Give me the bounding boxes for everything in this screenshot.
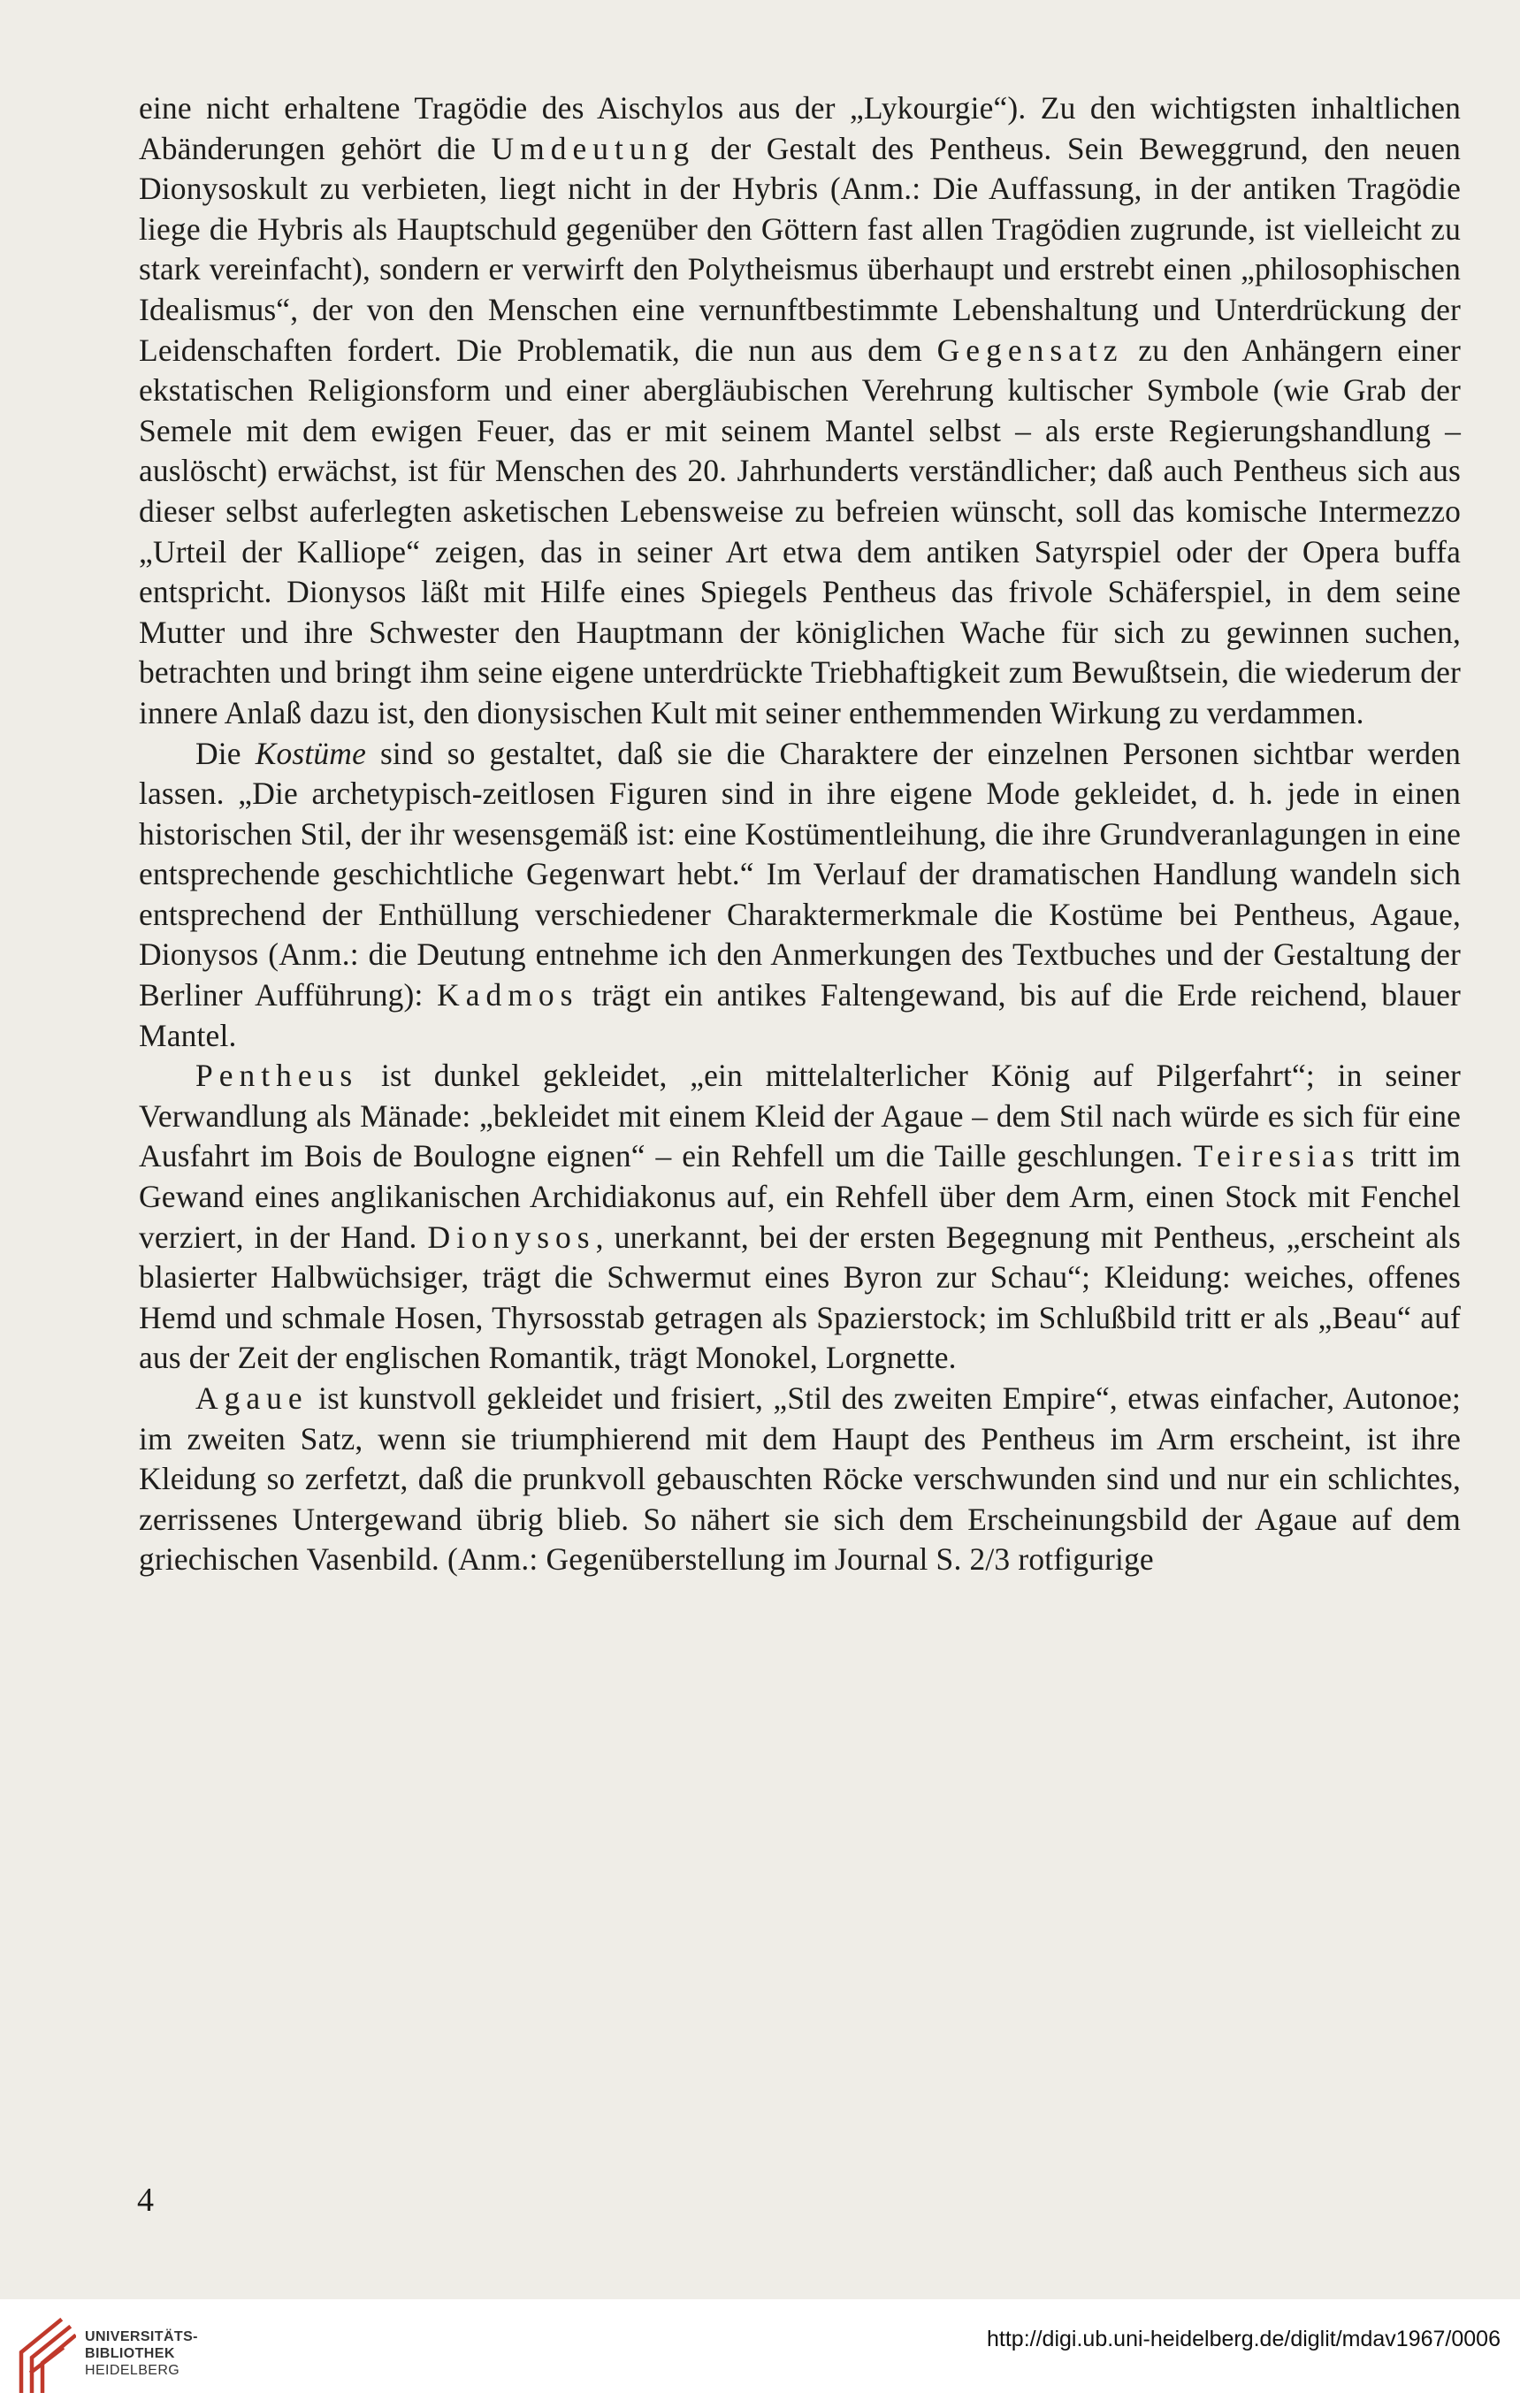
paragraph [139,88,1461,734]
spaced-name: Teiresias [1193,1138,1361,1174]
text-run: trägt ein antikes Faltengewand, bis auf die Erde reichend, blauer Mantel. [139,977,1461,1053]
ub-heidelberg-logo-icon [16,2317,76,2393]
spaced-name: Dionysos [427,1219,596,1255]
text-run: , unerkannt, bei der ersten Begegnung mit Pentheus, „erscheint als blasierter Halbwüchsiger, trägt die Schwermut eines Byron zur Schau“; Kleidung: weiches, offenes Hemd und schmale Hosen, Thyrsosstab getragen als Spazierstock; im Schlußbild tritt er als „Beau“ auf aus der Zeit der englischen Romantik, trägt Monokel, Lorgnette. [139,1219,1461,1376]
text-run: ist kunstvoll gekleidet und frisiert, „Stil des zweiten Empire“, etwas einfacher, Autonoe; im zweiten Satz, wenn sie triumphierend mit dem Haupt des Pentheus im Arm erscheint, ist ihre Kleidung so zerfetzt, daß die prunkvoll gebauschten Röcke verschwunden sind und nur ein schlichtes, zerrissenes Untergewand übrig blieb. So nähert sie sich dem Erscheinungsbild der Agaue auf dem griechischen Vasenbild. (Anm.: Gegenüberstellung im Journal S. 2/3 rotfigurige [139,1380,1461,1578]
text-run: zu den Anhängern einer ekstatischen Religionsform und einer abergläubischen Verehrung kultischer Symbole (wie Grab der Semele mit dem ewigen Feuer, das er mit seinem Mantel selbst – als erste Regierungshandlung – auslöscht) erwächst, ist für Menschen des 20. Jahrhunderts verständlicher; daß auch Pentheus sich aus dieser selbst auferlegten asketischen Lebensweise zu befreien wünscht, soll das komische Intermezzo „Urteil der Kalliope“ zeigen, das in seiner Art etwa dem antiken Satyrspiel oder der Opera buffa entspricht. Dionysos läßt mit Hilfe eines Spiegels Pentheus das frivole Schäferspiel, in dem seine Mutter und ihre Schwester den Hauptmann der königlichen Wache für sich zu gewinnen suchen, betrachten und bringt ihm seine eigene unterdrückte Triebhaftigkeit zum Bewußtsein, die wiederum der innere Anlaß dazu ist, den dionysischen Kult mit seiner enthemmenden Wirkung zu verdammen. [139,332,1461,730]
spaced-name: Kadmos [437,977,579,1013]
spaced-name: Pentheus [195,1058,359,1094]
spaced-name: Agaue [195,1380,309,1416]
library-name-line-2: BIBLIOTHEK [85,2346,175,2361]
paragraph [139,734,1461,1057]
text-run: eine nicht erhaltene Tragödie des Aischylos aus der „Lykourgie“). Zu den wichtigsten inhaltlichen Abänderungen gehört die [139,90,1461,166]
body-text [139,88,1461,1580]
spaced-name: Umdeutung [491,130,696,166]
text-run: tritt im Gewand eines anglikanischen Archidiakonus auf, ein Rehfell über dem Arm, einen Stock mit Fenchel verziert, in der Hand. [139,1138,1461,1255]
text-run: Die [195,735,256,771]
text-run: ist dunkel gekleidet, „ein mittelalterlicher König auf Pilgerfahrt“; in seiner Verwandlung als Mänade: „bekleidet mit einem Kleid der Agaue – dem Stil nach würde es sich für eine Ausfahrt im Bois de Boulogne eignen“ – ein Rehfell um die Taille geschlungen. [139,1058,1461,1174]
paragraph [139,1379,1461,1580]
text-run: sind so gestaltet, daß sie die Charaktere der einzelnen Personen sichtbar werden lassen. „Die archetypisch-zeitlosen Figuren sind in ihre eigene Mode gekleidet, d. h. jede in einen historischen Stil, der ihr wesensgemäß ist: eine Kostümentleihung, die ihre Grundveranlagungen in eine entsprechende geschichtliche Gegenwart hebt.“ Im Verlauf der dramatischen Handlung wandeln sich entsprechend der Enthüllung verschiedener Charaktermerkmale die Kostüme bei Pentheus, Agaue, Dionysos (Anm.: die Deutung entnehme ich den Anmerkungen des Textbuches und der Gestaltung der Berliner Aufführung): [139,735,1462,1013]
paragraph [139,1056,1461,1379]
text-run: der Gestalt des Pentheus. Sein Beweggrund, den neuen Dionysoskult zu verbieten, liegt nicht in der Hybris (Anm.: Die Auffassung, in der antiken Tragödie liege die Hybris als Hauptschuld gegenüber den Göttern fast allen Tragödien zugrunde, ist vielleicht zu stark vereinfacht), sondern er verwirft den Polytheismus überhaupt und erstrebt einen „philosophischen Idealismus“, der von den Menschen eine vernunftbestimmte Lebenshaltung und Unterdrückung der Leidenschaften fordert. Die Problematik, die nun aus dem [139,130,1462,368]
source-url-link[interactable]: http://digi.ub.uni-heidelberg.de/diglit/mdav1967/0006 [987,2327,1501,2351]
spaced-name: Gegensatz [936,332,1124,368]
page-number: 4 [137,2182,154,2219]
library-name [85,2328,198,2379]
footer-bar [0,2299,1520,2408]
emphasized-term: Kostüme [255,735,366,771]
library-name-line-1: UNIVERSITÄTS- [85,2329,198,2344]
library-name-line-3: HEIDELBERG [85,2363,180,2378]
